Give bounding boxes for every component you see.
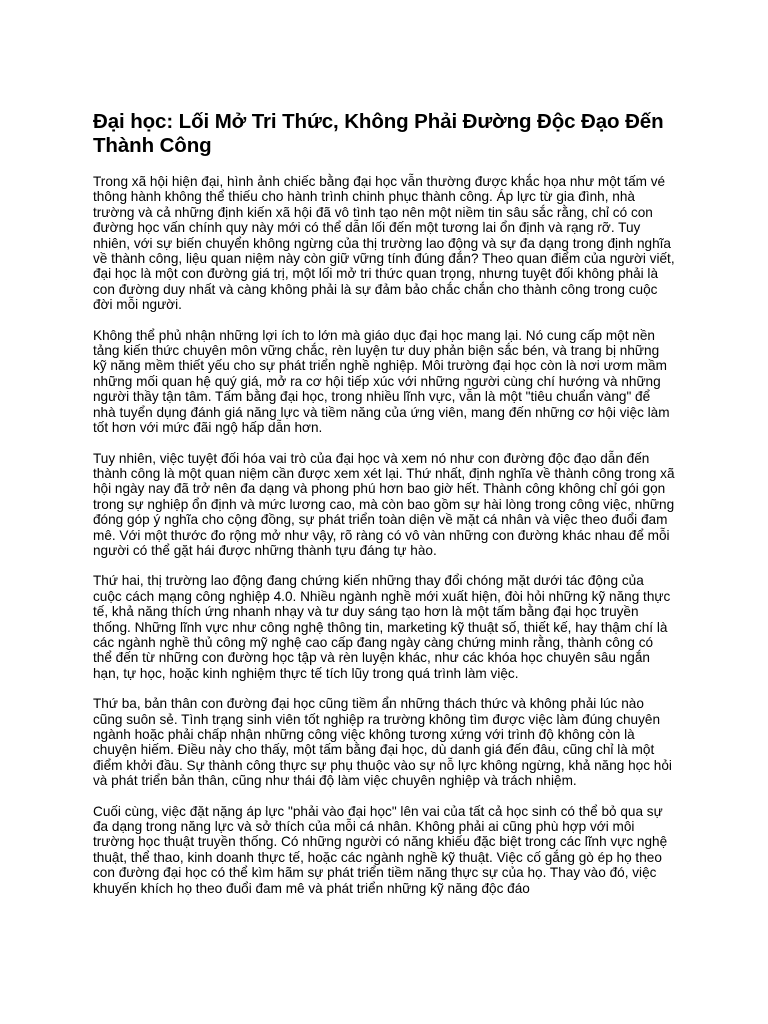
paragraph-1: Trong xã hội hiện đại, hình ảnh chiếc bằng đại học vẫn thường được khắc họa như một tấm vé thông hành không thể thiếu cho hành trình chinh phục thành công. Áp lực từ gia đình, nhà trường và cả những định kiến xã hội đã vô tình tạo nên một niềm tin sâu sắc rằng, chỉ có con đường học vấn chính quy này mới có thể dẫn lối đến một tương lai ổn định và rạng rỡ. Tuy nhiên, với sự biến chuyển không ngừng của thị trường lao động và sự đa dạng trong định nghĩa về thành công, liệu quan niệm này còn giữ vững tính đúng đắn? Theo quan điểm của người viết, đại học là một con đường giá trị, một lối mở tri thức quan trọng, nhưng tuyệt đối không phải là con đường duy nhất và càng không phải là sự đảm bảo chắc chắn cho thành công trong cuộc đời mỗi người. [93,174,675,313]
paragraph-4: Thứ hai, thị trường lao động đang chứng kiến những thay đổi chóng mặt dưới tác động của cuộc cách mạng công nghiệp 4.0. Nhiều ngành nghề mới xuất hiện, đòi hỏi những kỹ năng thực tế, khả năng thích ứng nhanh nhạy và tư duy sáng tạo hơn là một tấm bằng đại học truyền thống. Những lĩnh vực như công nghệ thông tin, marketing kỹ thuật số, thiết kế, hay thậm chí là các ngành nghề thủ công mỹ nghệ cao cấp đang ngày càng chứng minh rằng, thành công có thể đến từ những con đường học tập và rèn luyện khác, như các khóa học chuyên sâu ngắn hạn, tự học, hoặc kinh nghiệm thực tế tích lũy trong quá trình làm việc. [93,573,671,681]
document-title: Đại học: Lối Mở Tri Thức, Không Phải Đường Độc Đạo Đến Thành Công [93,110,664,157]
paragraph-5: Thứ ba, bản thân con đường đại học cũng tiềm ẩn những thách thức và không phải lúc nào cũng suôn sẻ. Tình trạng sinh viên tốt nghiệp ra trường không tìm được việc làm đúng chuyên ngành hoặc phải chấp nhận những công việc không tương xứng với trình độ không còn là chuyện hiếm. Điều này cho thấy, một tấm bằng đại học, dù danh giá đến đâu, cũng chỉ là một điểm khởi đầu. Sự thành công thực sự phụ thuộc vào sự nỗ lực không ngừng, khả năng học hỏi và phát triển bản thân, cũng như thái độ làm việc chuyên nghiệp và trách nhiệm. [93,696,672,789]
paragraph-2: Không thể phủ nhận những lợi ích to lớn mà giáo dục đại học mang lại. Nó cung cấp một nền tảng kiến thức chuyên môn vững chắc, rèn luyện tư duy phản biện sắc bén, và trang bị những kỹ năng mềm thiết yếu cho sự phát triển nghề nghiệp. Môi trường đại học còn là nơi ươm mầm những mối quan hệ quý giá, mở ra cơ hội tiếp xúc với những người cùng chí hướng và những người thầy tận tâm. Tấm bằng đại học, trong nhiều lĩnh vực, vẫn là một "tiêu chuẩn vàng" để nhà tuyển dụng đánh giá năng lực và tiềm năng của ứng viên, mang đến những cơ hội việc làm tốt hơn với mức đãi ngộ hấp dẫn hơn. [93,327,670,436]
document-content [93,110,675,911]
paragraph-3: Tuy nhiên, việc tuyệt đối hóa vai trò của đại học và xem nó như con đường độc đạo dẫn đến thành công là một quan niệm cần được xem xét lại. Thứ nhất, định nghĩa về thành công trong xã hội ngày nay đã trở nên đa dạng và phong phú hơn bao giờ hết. Thành công không chỉ gói gọn trong sự nghiệp ổn định và mức lương cao, mà còn bao gồm sự hài lòng trong công việc, những đóng góp ý nghĩa cho cộng đồng, sự phát triển toàn diện về mặt cá nhân và việc theo đuổi đam mê. Với một thước đo rộng mở như vậy, rõ ràng có vô vàn những con đường khác nhau để mỗi người có thể gặt hái được những thành tựu đáng tự hào. [93,450,675,558]
paragraph-6: Cuối cùng, việc đặt nặng áp lực "phải vào đại học" lên vai của tất cả học sinh có thể bỏ qua sự đa dạng trong năng lực và sở thích của mỗi cá nhân. Không phải ai cũng phù hợp với môi trường học thuật truyền thống. Có những người có năng khiếu đặc biệt trong các lĩnh vực nghệ thuật, thể thao, kinh doanh thực tế, hoặc các ngành nghề kỹ thuật. Việc cố gắng gò ép họ theo con đường đại học có thể kìm hãm sự phát triển tiềm năng thực sự của họ. Thay vào đó, việc khuyến khích họ theo đuổi đam mê và phát triển những kỹ năng độc đáo [93,803,668,896]
